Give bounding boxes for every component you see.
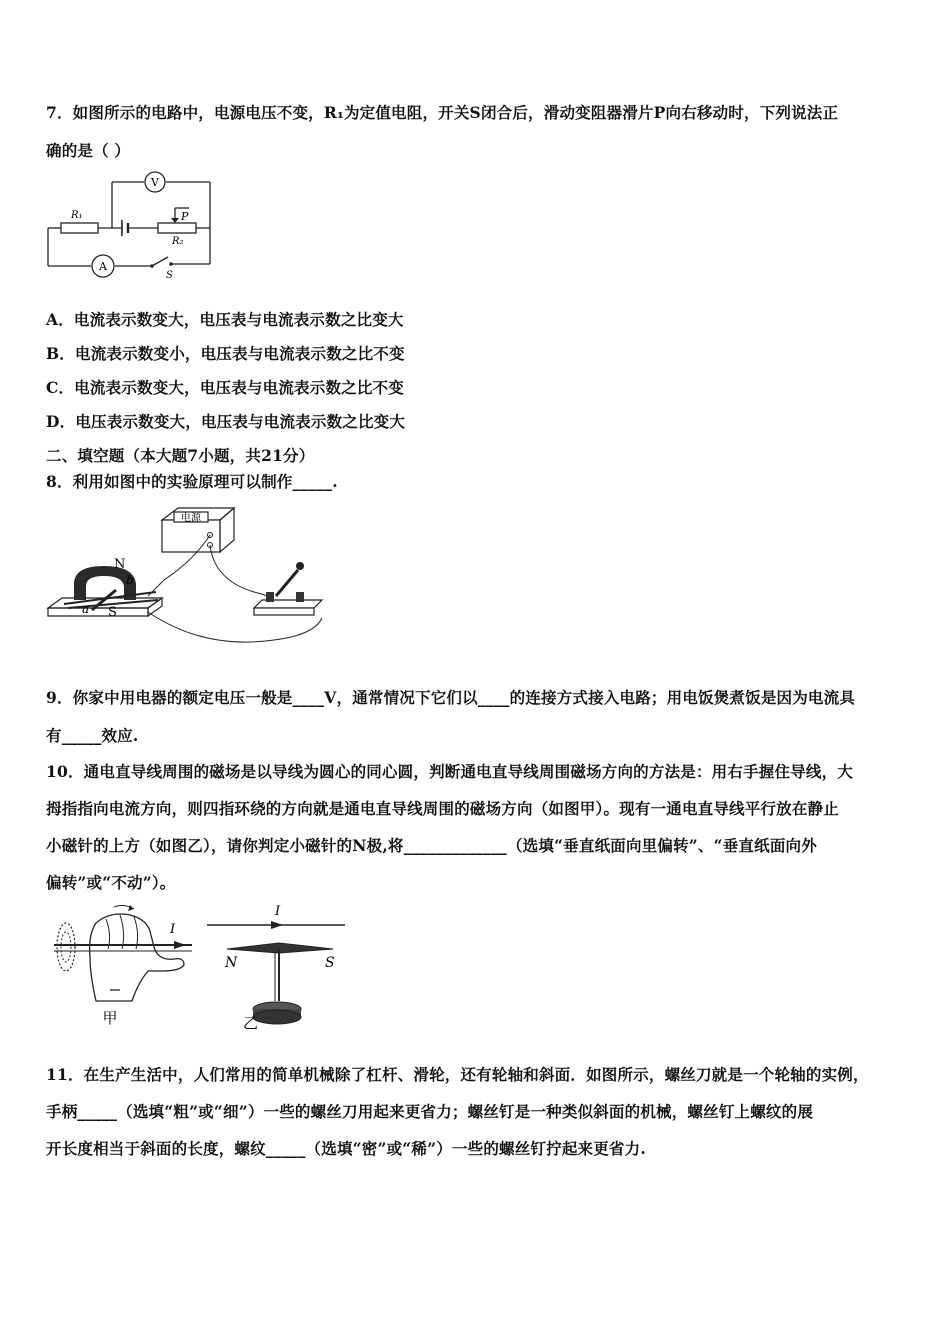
r2-label: R₂ — [172, 236, 184, 247]
ammeter-label: A — [99, 260, 107, 273]
q7-stem-line1: 7．如图所示的电路中，电源电压不变，R₁为定值电阻，开关S闭合后，滑动变阻器滑片P向右移动时，下列说法正 — [46, 103, 839, 122]
needle-south-label: S — [325, 955, 335, 971]
slider-arrow-icon — [171, 218, 179, 223]
current-label: I — [170, 922, 176, 937]
figure-yi-label: 乙 — [243, 1014, 259, 1032]
slider-label: P — [181, 210, 189, 223]
q10-stem-line2: 拇指指向电流方向，则四指环绕的方向就是通电直导线周围的磁场方向（如图甲）。现有一通电直导线平行放在静止 — [46, 799, 839, 818]
needle-north-label: N — [225, 955, 238, 971]
q10-stem-line1: 10．通电直导线周围的磁场是以导线为圆心的同心圆，判断通电直导线周围磁场方向的方法是：用右手握住导线，大 — [46, 762, 853, 781]
q11-stem-line3: 开长度相当于斜面的长度，螺纹_____（选填“密”或“稀”）一些的螺丝钉拧起来更省力. — [46, 1139, 646, 1158]
q11-stem-line1: 11．在生产生活中，人们常用的简单机械除了杠杆、滑轮，还有轮轴和斜面．如图所示，螺丝刀就是一个轮轴的实例， — [46, 1065, 869, 1084]
voltmeter-label: V — [151, 176, 159, 189]
q9-stem-line2: 有_____效应. — [46, 726, 139, 745]
q8-experiment-figure — [44, 500, 344, 660]
q10-stem-line4: 偏转”或“不动”）。 — [46, 873, 176, 892]
q7-option-a: A．电流表示数变大，电压表与电流表示数之比变大 — [46, 310, 404, 329]
rod-end-a-label: a — [82, 602, 90, 616]
figure-jia-label: 甲 — [102, 1009, 118, 1027]
q7-option-b: B．电流表示数变小，电压表与电流表示数之比不变 — [46, 344, 405, 363]
q7-stem-line2: 确的是（ ） — [46, 141, 131, 160]
q10-stem-line3: 小磁针的上方（如图乙），请你判定小磁针的N极,将_____________（选填“垂直纸面向里偏转”、“垂直纸面向外 — [46, 836, 817, 855]
magnet-north-label: N — [114, 557, 126, 572]
power-label: 电源 — [181, 513, 201, 524]
section-heading: 二、填空题（本大题7小题，共21分） — [46, 446, 315, 465]
r1-label: R₁ — [71, 210, 83, 221]
magnet-south-label: S — [108, 605, 117, 620]
current-arrow-icon — [174, 941, 186, 949]
q7-option-c: C．电流表示数变大，电压表与电流表示数之比不变 — [46, 378, 404, 397]
switch-label: S — [166, 270, 173, 281]
q10-figure-yi-compass-needle — [205, 903, 350, 1033]
current-label-2: I — [275, 904, 281, 919]
current-arrow-icon-2 — [271, 921, 283, 929]
q7-circuit-diagram — [44, 170, 219, 281]
q10-figure-jia-right-hand-rule — [50, 905, 200, 1030]
q7-option-d: D．电压表示数变大，电压表与电流表示数之比变大 — [46, 412, 406, 431]
q8-stem: 8．利用如图中的实验原理可以制作_____. — [46, 472, 338, 491]
rod-end-b-label: b — [126, 573, 134, 587]
q11-stem-line2: 手柄_____（选填“粗”或“细”）一些的螺丝刀用起来更省力；螺丝钉是一种类似斜面的机械，螺丝钉上螺纹的展 — [46, 1102, 814, 1121]
q9-stem-line1: 9．你家中用电器的额定电压一般是____V，通常情况下它们以____的连接方式接入电路；用电饭煲煮饭是因为电流具 — [46, 688, 856, 707]
